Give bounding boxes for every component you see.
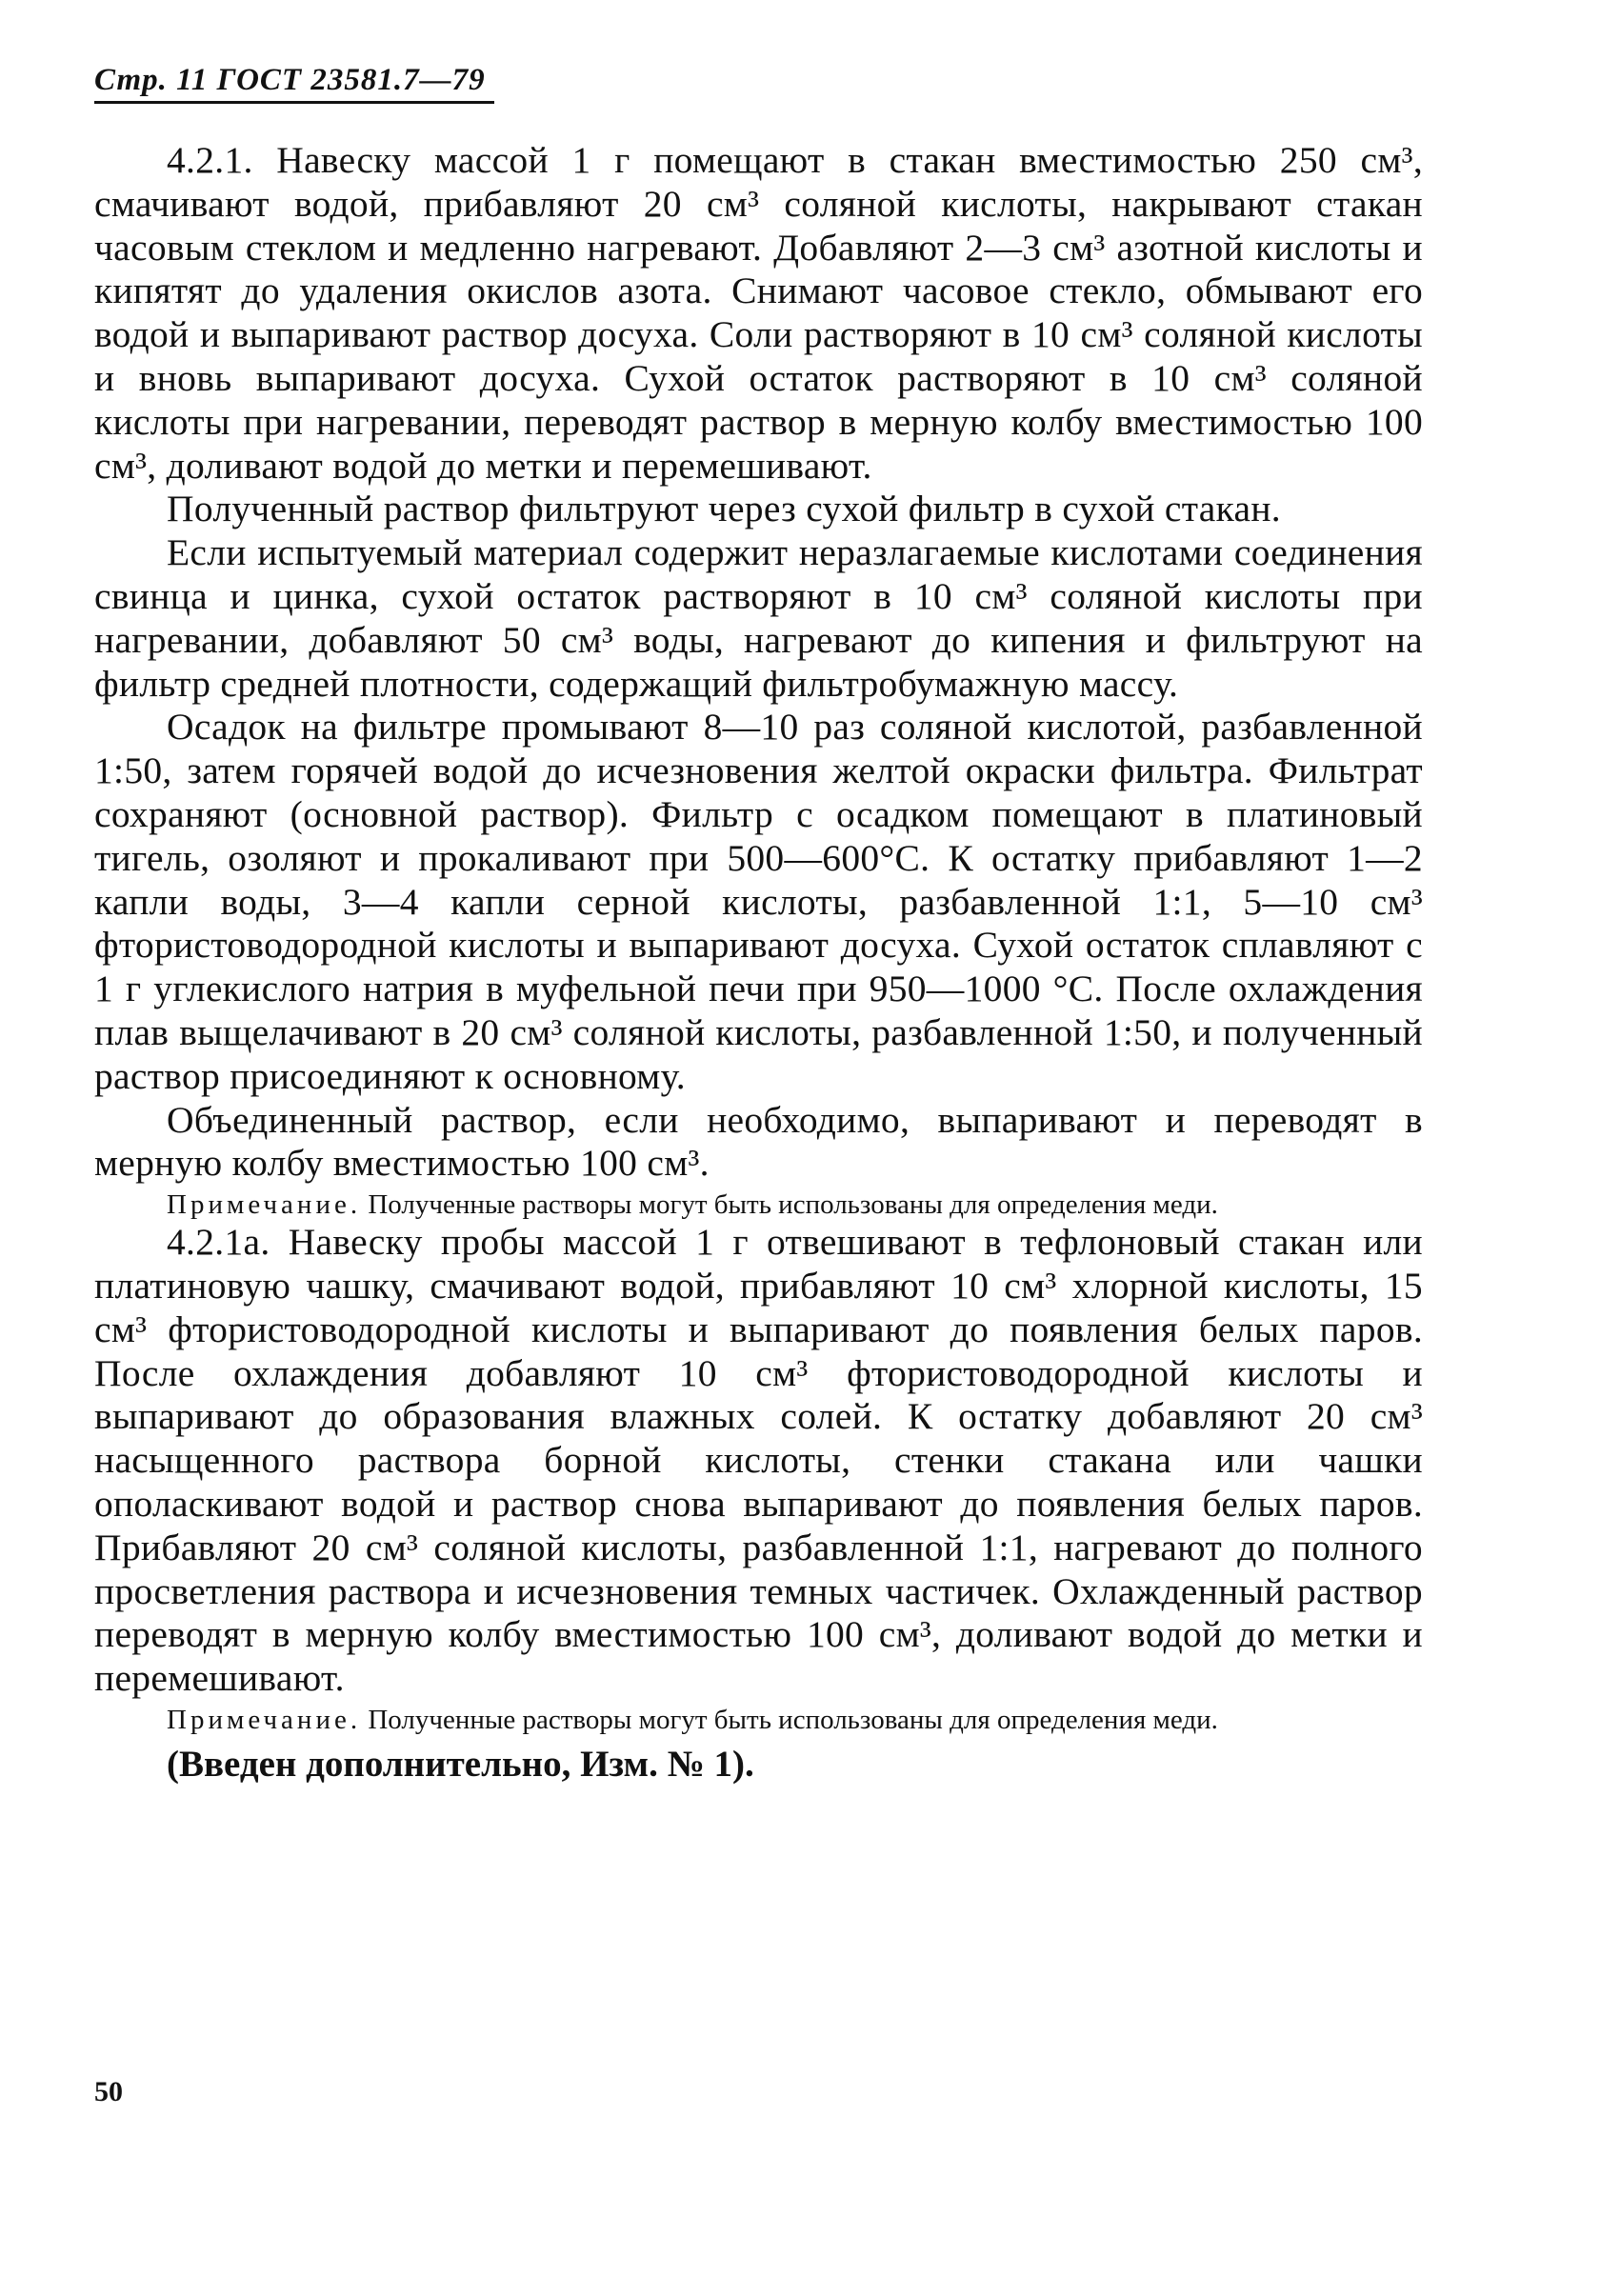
document-body bbox=[94, 139, 1423, 1787]
amendment-note: (Введен дополнительно, Изм. № 1). bbox=[167, 1743, 754, 1785]
note-1-label: Примечание. bbox=[167, 1189, 362, 1221]
page-number: 50 bbox=[94, 2076, 123, 2107]
note-1 bbox=[94, 1189, 1423, 1221]
note-2-text: Полученные растворы могут быть использованы для определения меди. bbox=[361, 1704, 1218, 1735]
paragraph-4-2-1a: 4.2.1а. Навеску пробы массой 1 г отвешивают в тефлоновый стакан или платиновую чашку, смачивают водой, прибавляют 10 см³ хлорной кислоты, 15 см³ фтористоводородной кислоты и выпаривают до появления белых паров. После охлаждения добавляют 10 см³ фтористоводородной кислоты и выпаривают до образования влажных солей. К остатку добавляют 20 см³ насыщенного раствора борной кислоты, стенки стакана или чашки ополаскивают водой и раствор снова выпаривают до появления белых паров. Прибавляют 20 см³ соляной кислоты, разбавленной 1:1, нагревают до полного просветления раствора и исчезновения темных частичек. Охлажденный раствор переводят в мерную колбу вместимостью 100 см³, доливают водой до метки и перемешивают. bbox=[94, 1221, 1423, 1700]
running-header: Стр. 11 ГОСТ 23581.7—79 bbox=[94, 59, 494, 104]
note-1-text: Полученные растворы могут быть использованы для определения меди. bbox=[361, 1189, 1218, 1221]
paragraph-sediment: Осадок на фильтре промывают 8—10 раз соляной кислотой, разбавленной 1:50, затем горячей водой до исчезновения желтой окраски фильтра. Фильтрат сохраняют (основной раствор). Фильтр с осадком помещают в платиновый тигель, озоляют и прокаливают при 500—600°С. К остатку прибавляют 1—2 капли воды, 3—4 капли серной кислоты, разбавленной 1:1, 5—10 см³ фтористоводородной кислоты и выпаривают досуха. Сухой остаток сплавляют с 1 г углекислого натрия в муфельной печи при 950—1000 °С. После охлаждения плав выщелачивают в 20 см³ соляной кислоты, разбавленной 1:50, и полученный раствор присоединяют к основному. bbox=[94, 706, 1423, 1097]
note-2-label: Примечание. bbox=[167, 1704, 362, 1735]
paragraph-filter: Полученный раствор фильтруют через сухой фильтр в сухой стакан. bbox=[167, 488, 1281, 530]
note-2 bbox=[94, 1705, 1423, 1736]
paragraph-4-2-1: 4.2.1. Навеску массой 1 г помещают в стакан вместимостью 250 см³, смачивают водой, прибавляют 20 см³ соляной кислоты, накрывают стакан часовым стеклом и медленно нагревают. Добавляют 2—3 см³ азотной кислоты и кипятят до удаления окислов азота. Снимают часовое стекло, обмывают его водой и выпаривают раствор досуха. Соли растворяют в 10 см³ соляной кислоты и вновь выпаривают досуха. Сухой остаток растворяют в 10 см³ соляной кислоты при нагревании, переводят раствор в мерную колбу вместимостью 100 см³, доливают водой до метки и перемешивают. bbox=[94, 139, 1423, 487]
paragraph-combined: Объединенный раствор, если необходимо, выпаривают и переводят в мерную колбу вместимостью 100 см³. bbox=[94, 1098, 1423, 1185]
paragraph-lead-zinc: Если испытуемый материал содержит неразлагаемые кислотами соединения свинца и цинка, сухой остаток растворяют в 10 см³ соляной кислоты при нагревании, добавляют 50 см³ воды, нагревают до кипения и фильтруют на фильтр средней плотности, содержащий фильтробумажную массу. bbox=[94, 531, 1423, 705]
